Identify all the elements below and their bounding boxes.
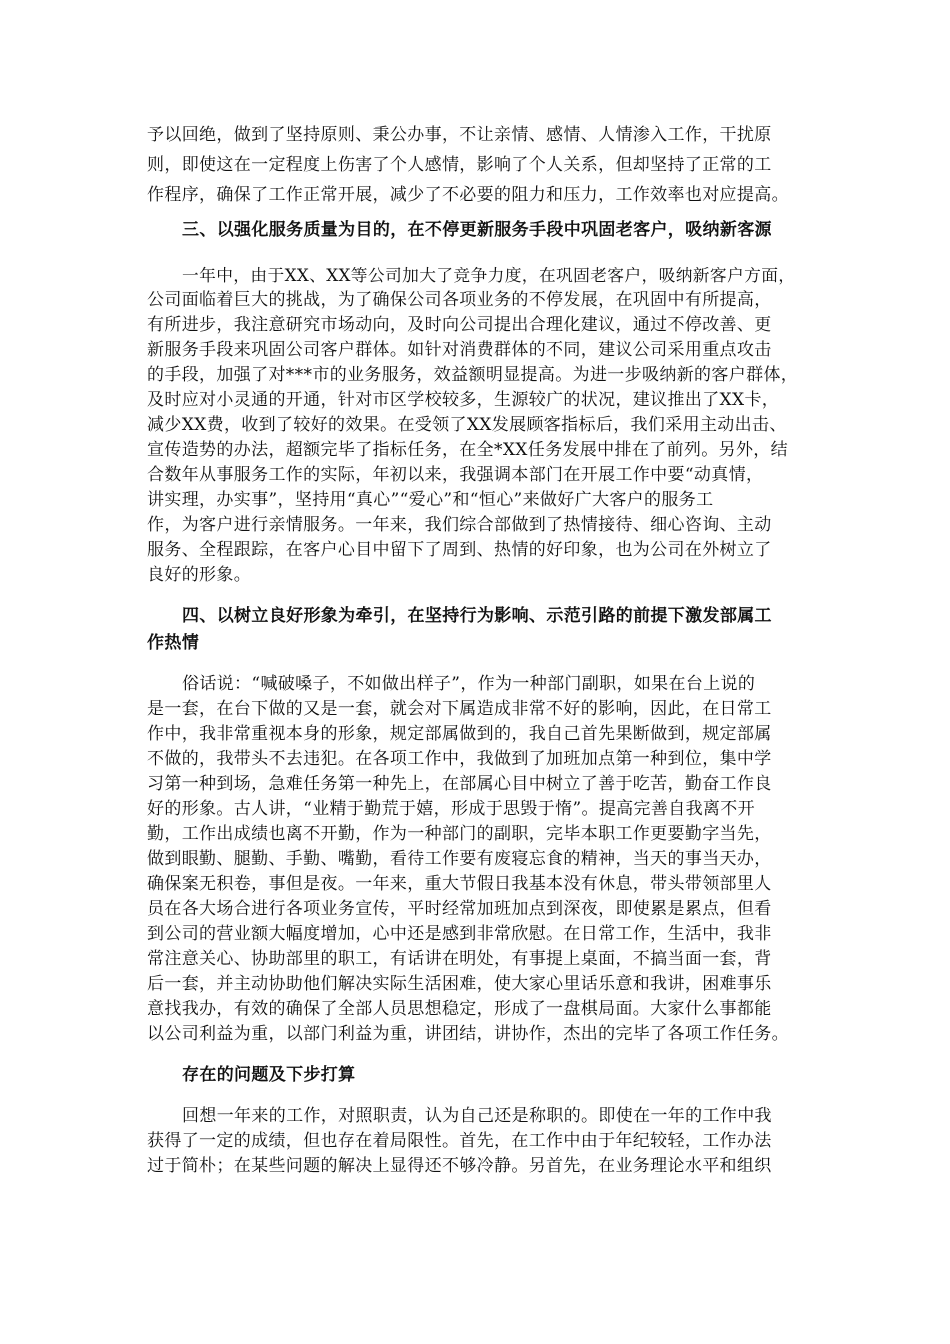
body-line: 常注意关心、协助部里的职工，有话讲在明处，有事提上桌面，不搞当面一套，背 <box>147 949 772 969</box>
body-line: 则，即使这在一定程度上伤害了个人感情，影响了个人关系，但却坚持了正常的工 <box>147 155 772 175</box>
body-line: 予以回绝，做到了坚持原则、秉公办事，不让亲情、感情、人情渗入工作，干扰原 <box>147 125 772 145</box>
body-line: 好的形象。古人讲，“业精于勤荒于嬉，形成于思毁于惰”。提高完善自我离不开 <box>147 799 755 819</box>
body-line: 的手段，加强了对***市的业务服务，效益额明显提高。为进一步吸纳新的客户群体， <box>147 365 799 385</box>
body-line: 合数年从事服务工作的实际，年初以来，我强调本部门在开展工作中要“动真情， <box>147 465 764 485</box>
body-line: 到公司的营业额大幅度增加，心中还是感到非常欣慰。在日常工作，生活中，我非 <box>147 924 772 944</box>
body-line: 获得了一定的成绩，但也存在着局限性。首先，在工作中由于年纪较轻，工作办法 <box>147 1131 772 1151</box>
body-line: 回想一年来的工作，对照职责，认为自己还是称职的。即使在一年的工作中我 <box>182 1106 772 1126</box>
body-line: 一年中，由于XX、XX等公司加大了竞争力度，在巩固老客户，吸纳新客户方面， <box>182 265 796 285</box>
body-line: 后一套，并主动协助他们解决实际生活困难，使大家心里话乐意和我讲，困难事乐 <box>147 974 772 994</box>
section-heading: 作热情 <box>147 633 200 653</box>
body-line: 作程序，确保了工作正常开展，减少了不必要的阻力和压力，工作效率也对应提高。 <box>147 185 789 205</box>
body-line: 及时应对小灵通的开通，针对市区学校较多，生源较广的状况，建议推出了XX卡， <box>147 390 780 410</box>
body-line: 意找我办，有效的确保了全部人员思想稳定，形成了一盘棋局面。大家什么事都能 <box>147 999 772 1019</box>
body-line: 以公司利益为重，以部门利益为重，讲团结，讲协作，杰出的完毕了各项工作任务。 <box>147 1024 789 1044</box>
body-line: 服务、全程跟踪，在客户心目中留下了周到、热情的好印象，也为公司在外树立了 <box>147 540 772 560</box>
body-line: 俗话说：“喊破嗓子，不如做出样子”，作为一种部门副职，如果在台上说的 <box>182 674 756 694</box>
body-line: 新服务手段来巩固公司客户群体。如针对消费群体的不同，建议公司采用重点攻击 <box>147 340 772 360</box>
body-line: 讲实理，办实事”，坚持用“真心”“爱心”和“恒心”来做好广大客户的服务工 <box>147 490 714 510</box>
body-line: 作中，我非常重视本身的形象，规定部属做到的，我自己首先果断做到，规定部属 <box>147 724 772 744</box>
body-line: 宣传造势的办法，超额完毕了指标任务，在全*XX任务发展中排在了前列。另外，结 <box>147 440 789 460</box>
section-heading: 四、以树立良好形象为牵引，在坚持行为影响、示范引路的前提下激发部属工 <box>182 606 772 626</box>
body-line: 作，为客户进行亲情服务。一年来，我们综合部做到了热情接待、细心咨询、主动 <box>147 515 772 535</box>
body-line: 确保案无积卷，事但是夜。一年来，重大节假日我基本没有休息，带头带领部里人 <box>147 874 772 894</box>
section-heading: 三、以强化服务质量为目的，在不停更新服务手段中巩固老客户，吸纳新客源 <box>182 220 772 240</box>
body-line: 不做的，我带头不去违犯。在各项工作中，我做到了加班加点第一种到位，集中学 <box>147 749 772 769</box>
body-line: 员在各大场合进行各项业务宣传，平时经常加班加点到深夜，即使累是累点，但看 <box>147 899 772 919</box>
section-heading: 存在的问题及下步打算 <box>182 1065 356 1085</box>
body-line: 减少XX费，收到了较好的效果。在受领了XX发展顾客指标后，我们采用主动出击、 <box>147 415 787 435</box>
body-line: 做到眼勤、腿勤、手勤、嘴勤，看待工作要有废寝忘食的精神，当天的事当天办， <box>147 849 772 869</box>
body-line: 习第一种到场，急难任务第一种先上，在部属心目中树立了善于吃苦，勤奋工作良 <box>147 774 772 794</box>
body-line: 良好的形象。 <box>147 565 252 585</box>
body-line: 是一套，在台下做的又是一套，就会对下属造成非常不好的影响，因此，在日常工 <box>147 699 772 719</box>
body-line: 过于简朴；在某些问题的解决上显得还不够冷静。另首先，在业务理论水平和组织 <box>147 1156 772 1176</box>
body-line: 有所进步，我注意研究市场动向，及时向公司提出合理化建议，通过不停改善、更 <box>147 315 772 335</box>
body-line: 勤，工作出成绩也离不开勤，作为一种部门的副职，完毕本职工作更要勤字当先， <box>147 824 772 844</box>
body-line: 公司面临着巨大的挑战，为了确保公司各项业务的不停发展，在巩固中有所提高， <box>147 290 772 310</box>
